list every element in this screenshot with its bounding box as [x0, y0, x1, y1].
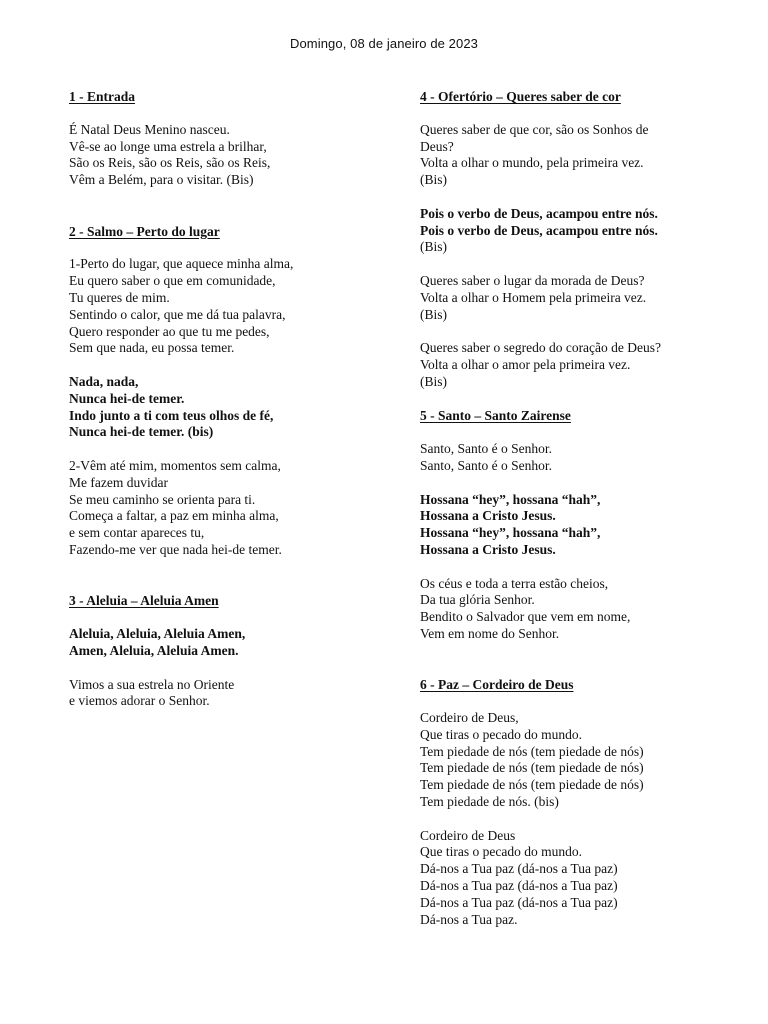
verse-block [420, 273, 760, 323]
refrain-block [69, 626, 409, 660]
lyric-line: Queres saber o lugar da morada de Deus? [420, 272, 645, 288]
lyric-line: Santo, Santo é o Senhor. [420, 441, 552, 457]
verse-block [420, 340, 760, 390]
section-heading: 4 - Ofertório – Queres saber de cor [420, 89, 621, 104]
refrain-block [420, 492, 760, 559]
lyric-line: Vem em nome do Senhor. [420, 625, 560, 641]
section-aleluia [69, 592, 409, 710]
lyric-line: (Bis) [420, 172, 447, 188]
lyric-line: Cordeiro de Deus [420, 827, 516, 843]
lyric-line: Pois o verbo de Deus, acampou entre nós. [420, 205, 658, 221]
lyric-line: Tem piedade de nós (tem piedade de nós) [420, 777, 644, 793]
lyric-line: Que tiras o pecado do mundo. [420, 726, 582, 742]
section-heading: 5 - Santo – Santo Zairense [420, 408, 571, 424]
lyric-line: Indo junto a ti com teus olhos de fé, [69, 407, 274, 423]
lyric-line: Fazendo-me ver que nada hei-de temer. [69, 541, 282, 557]
right-column [420, 88, 760, 928]
page-date: Domingo, 08 de janeiro de 2023 [289, 36, 479, 51]
lyric-line: Dá-nos a Tua paz (dá-nos a Tua paz) [420, 861, 618, 877]
lyric-line: Hossana a Cristo Jesus. [420, 508, 556, 524]
section-heading: 3 - Aleluia – Aleluia Amen [69, 593, 219, 609]
lyric-line: e sem contar apareces tu, [69, 525, 205, 541]
lyric-line: Hossana “hey”, hossana “hah”, [420, 525, 601, 541]
section-heading: 6 - Paz – Cordeiro de Deus [420, 677, 574, 693]
lyric-line: Tem piedade de nós (tem piedade de nós) [420, 743, 644, 759]
lyric-line: É Natal Deus Menino nasceu. [69, 121, 230, 137]
lyric-line: Os céus e toda a terra estão cheios, [420, 575, 609, 591]
lyric-line: Tem piedade de nós (tem piedade de nós) [420, 760, 644, 776]
lyric-line: Queres saber de que cor, são os Sonhos de [420, 121, 649, 137]
lyric-line: Se meu caminho se orienta para ti. [69, 491, 256, 507]
section-paz [420, 676, 760, 928]
lyric-line: Queres saber o segredo do coração de Deus? [420, 340, 662, 356]
section-heading: 2 - Salmo – Perto do lugar [69, 223, 220, 239]
section-santo [420, 407, 760, 642]
lyric-line: Tem piedade de nós. (bis) [420, 794, 559, 810]
lyric-line: Vimos a sua estrela no Oriente [69, 676, 235, 692]
lyric-line: Deus? [420, 138, 454, 154]
lyric-line: Tu queres de mim. [69, 289, 170, 305]
left-column [69, 88, 409, 710]
section-entrada [69, 88, 409, 189]
lyric-line: Sentindo o calor, que me dá tua palavra, [69, 306, 286, 322]
lyric-line: Amen, Aleluia, Aleluia Amen. [69, 642, 239, 658]
verse-block [69, 458, 409, 559]
lyric-line: Dá-nos a Tua paz. [420, 911, 518, 927]
lyric-line: São os Reis, são os Reis, são os Reis, [69, 155, 271, 171]
verse-block [69, 677, 409, 711]
lyric-line: Sem que nada, eu possa temer. [69, 340, 235, 356]
lyric-line: Pois o verbo de Deus, acampou entre nós. [420, 222, 658, 238]
verse-block [69, 122, 409, 189]
lyric-line: Dá-nos a Tua paz (dá-nos a Tua paz) [420, 878, 618, 894]
lyric-line: Aleluia, Aleluia, Aleluia Amen, [69, 626, 246, 642]
lyric-line: Bendito o Salvador que vem em nome, [420, 609, 631, 625]
lyric-line: Volta a olhar o amor pela primeira vez. [420, 356, 631, 372]
lyric-line: Santo, Santo é o Senhor. [420, 457, 552, 473]
lyric-line: Volta a olhar o Homem pela primeira vez. [420, 289, 647, 305]
section-salmo [69, 223, 409, 559]
lyric-line: Eu quero saber o que em comunidade, [69, 273, 276, 289]
verse-block [420, 122, 760, 189]
lyric-line: Nunca hei-de temer. [69, 390, 185, 406]
lyric-line: Volta a olhar o mundo, pela primeira vez. [420, 155, 644, 171]
verse-block [420, 441, 760, 475]
lyric-line: Da tua glória Senhor. [420, 592, 535, 608]
lyric-line: e viemos adorar o Senhor. [69, 693, 210, 709]
verse-block [420, 576, 760, 643]
lyric-line: Me fazem duvidar [69, 474, 168, 490]
lyric-line: (Bis) [420, 306, 447, 322]
refrain-block [420, 206, 760, 240]
section-ofertorio [420, 88, 760, 391]
lyric-line: (Bis) [420, 239, 447, 255]
section-heading: 1 - Entrada [69, 89, 136, 104]
refrain-block [69, 374, 409, 441]
lyric-line: Vê-se ao longe uma estrela a brilhar, [69, 138, 267, 154]
lyric-line: Quero responder ao que tu me pedes, [69, 323, 270, 339]
lyric-line: Nunca hei-de temer. (bis) [69, 424, 214, 440]
lyric-line: 2-Vêm até mim, momentos sem calma, [69, 457, 281, 473]
verse-block [420, 828, 760, 929]
lyric-line: 1-Perto do lugar, que aquece minha alma, [69, 256, 294, 272]
verse-block [420, 239, 760, 256]
verse-block [69, 256, 409, 357]
lyric-line: Cordeiro de Deus, [420, 710, 519, 726]
verse-block [420, 710, 760, 811]
lyric-line: Hossana “hey”, hossana “hah”, [420, 491, 601, 507]
lyric-line: Que tiras o pecado do mundo. [420, 844, 582, 860]
lyric-line: Começa a faltar, a paz em minha alma, [69, 508, 279, 524]
lyric-line: Hossana a Cristo Jesus. [420, 541, 556, 557]
lyric-line: Vêm a Belém, para o visitar. (Bis) [69, 172, 254, 188]
lyric-line: Dá-nos a Tua paz (dá-nos a Tua paz) [420, 894, 618, 910]
lyric-line: (Bis) [420, 373, 447, 389]
lyric-line: Nada, nada, [69, 373, 139, 389]
